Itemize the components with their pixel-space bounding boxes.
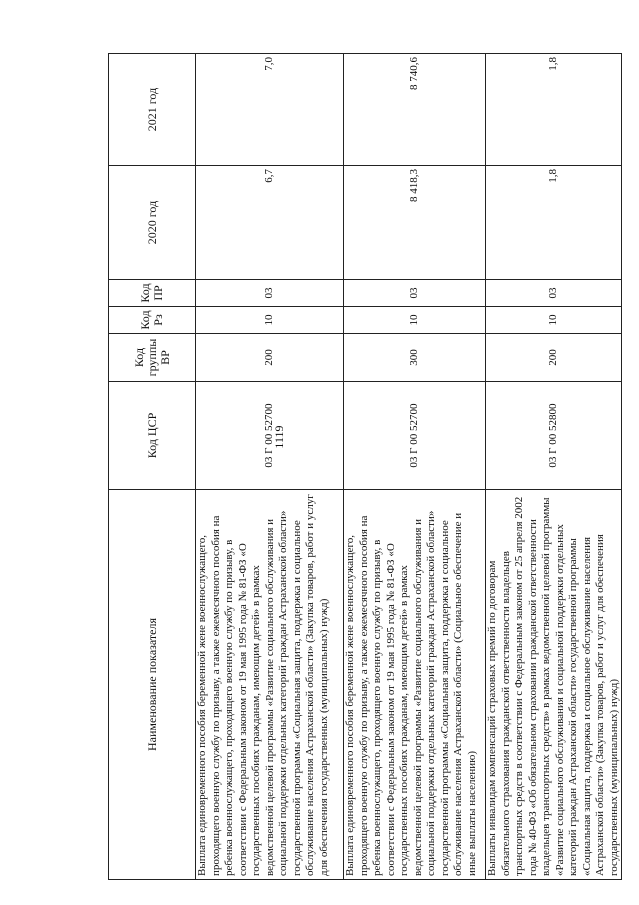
row-csr: 03 Г 00 52800 xyxy=(486,382,622,490)
header-csr: Код ЦСР xyxy=(109,382,196,490)
table-header-row xyxy=(109,54,196,880)
row-pr: 03 xyxy=(344,280,486,307)
table-row xyxy=(196,54,344,880)
row-name: Выплата единовременного пособия беременной жене военнослужащего, проходящего военную службу по призыву, а также ежемесячного пособия на ребенка военнослужащего, проходящего военную службу по призыву, в соответствии с Федеральным законом от 19 мая 1995 года № 81-ФЗ «О государственных пособиях гражданам, имеющим детей» в рамках ведомственной целевой программы «Развитие социального обслуживания и социальной поддержки отдельных категорий граждан Астраханской области» государственной программы «Социальная защита, поддержка и социальное обслуживание населения Астраханской области» (Закупка товаров, работ и услуг для обеспечения государственных (муниципальных) нужд) xyxy=(196,490,344,880)
table-row xyxy=(344,54,486,880)
row-csr: 03 Г 00 52700 xyxy=(196,382,344,490)
row-2020: 1,8 xyxy=(486,166,622,280)
row-2020: 6,7 xyxy=(196,166,344,280)
row-name: Выплата единовременного пособия беременной жене военнослужащего, проходящего военную службу по призыву, а также ежемесячного пособия на ребенка военнослужащего, проходящего военную службу по призыву, в соответствии с Федеральным законом от 19 мая 1995 года № 81-ФЗ «О государственных пособиях гражданам, имеющим детей» в рамках ведомственной целевой программы «Развитие социального обслуживания и социальной поддержки отдельных категорий граждан Астраханской области» государственной программы «Социальная защита, поддержка и социальное обслуживание населения Астраханской области» (Социальное обеспечение и иные выплаты населению) xyxy=(344,490,486,880)
row-vr: 200 xyxy=(486,334,622,382)
header-2020: 2020 год xyxy=(109,166,196,280)
header-rz: Код Рз xyxy=(109,307,196,334)
budget-table xyxy=(108,53,622,880)
row-pr: 03 xyxy=(486,280,622,307)
table-frame xyxy=(108,54,618,880)
row-name: Выплаты инвалидам компенсаций страховых премий по договорам обязательного страхования гражданской ответственности владельцев транспортных средств в соответствии с Федеральным законом от 25 апреля 2002 года № 40-ФЗ «Об обязательном страховании гражданской ответственности владельцев транспортных средств» в рамках ведомственной целевой программы «Развитие социального обслуживания и социальной поддержки отдельных категорий граждан Астраханской области» государственной программы «Социальная защита, поддержка и социальное обслуживание населения Астраханской области» (Закупка товаров, работ и услуг для обеспечения государственных (муниципальных) нужд) xyxy=(486,490,622,880)
row-2020: 8 418,3 xyxy=(344,166,486,280)
row-2021: 7,0 xyxy=(196,54,344,166)
row-csr: 03 Г 00 52700 xyxy=(344,382,486,490)
header-name: Наименование показателя xyxy=(109,490,196,880)
row-2021: 8 740,6 xyxy=(344,54,486,166)
page-number: 1119 xyxy=(272,425,286,449)
row-vr: 300 xyxy=(344,334,486,382)
header-vr: Код группы ВР xyxy=(109,334,196,382)
table-row xyxy=(486,54,622,880)
row-vr: 200 xyxy=(196,334,344,382)
header-pr: Код ПР xyxy=(109,280,196,307)
header-2021: 2021 год xyxy=(109,54,196,166)
row-rz: 10 xyxy=(196,307,344,334)
row-rz: 10 xyxy=(486,307,622,334)
rotated-table-container xyxy=(108,54,618,880)
row-2021: 1,8 xyxy=(486,54,622,166)
row-rz: 10 xyxy=(344,307,486,334)
row-pr: 03 xyxy=(196,280,344,307)
